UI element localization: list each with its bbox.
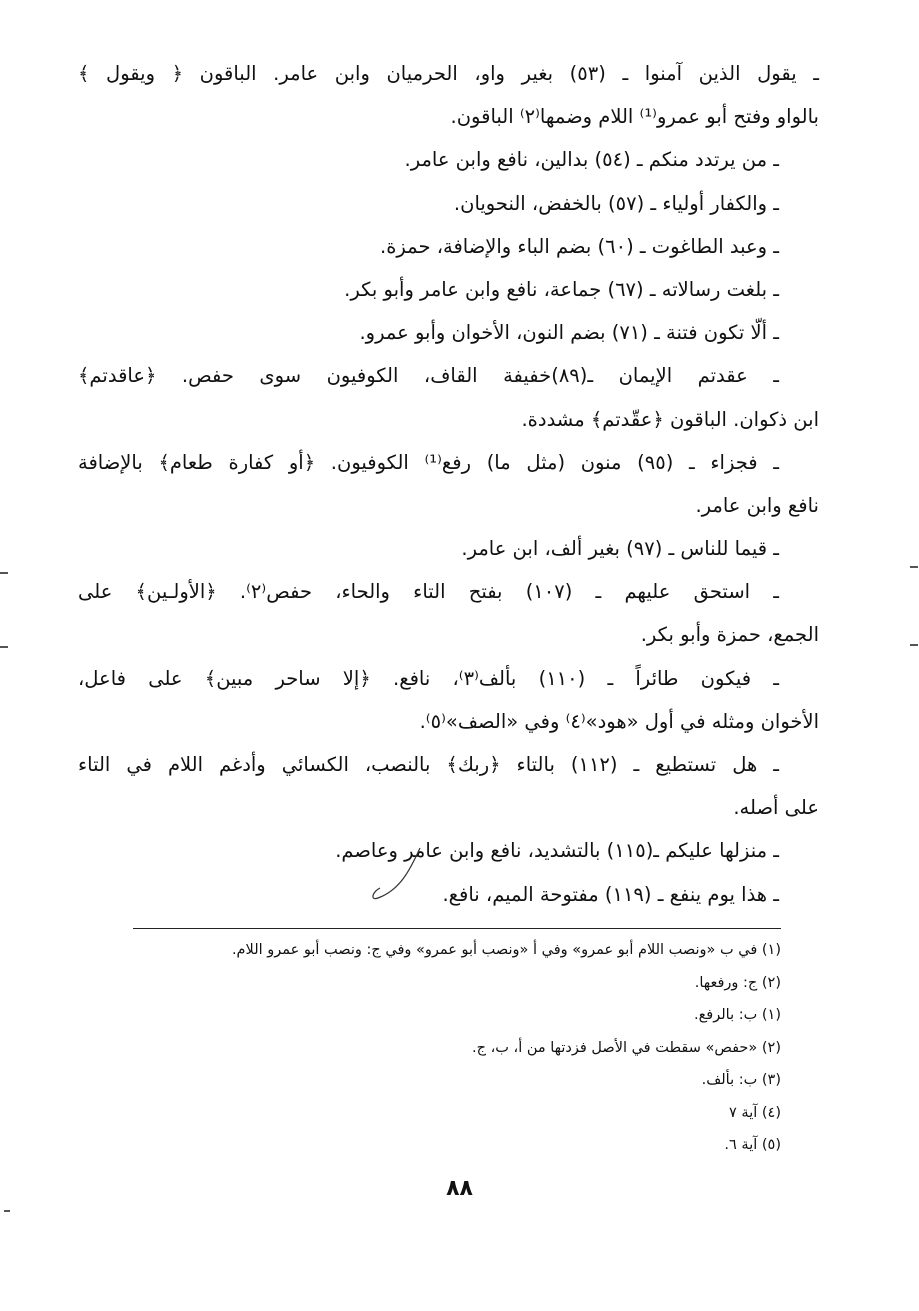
footnotes bbox=[140, 934, 781, 1162]
text-line: ـ فيكون طائراً ـ (١١٠) بألف⁽٣⁾، نافع. ﴿إلا ساحر مبين﴾ على فاعل، bbox=[78, 666, 779, 690]
scan-mark bbox=[0, 646, 8, 648]
text-line: ـ هذا يوم ينفع ـ (١١٩) مفتوحة الميم، نافع. bbox=[442, 882, 779, 906]
main-text bbox=[78, 52, 819, 916]
scan-mark bbox=[4, 1210, 10, 1212]
text-line: ـ هل تستطيع ـ (١١٢) بالتاء ﴿ربك﴾ بالنصب، الكسائي وأدغم اللام في التاء bbox=[78, 753, 779, 776]
text-line: ـ ألّا تكون فتنة ـ (٧١) بضم النون، الأخوان وأبو عمرو. bbox=[359, 321, 779, 345]
text-line: ـ من يرتدد منكم ـ (٥٤) بدالين، نافع وابن عامر. bbox=[404, 148, 779, 172]
text-line: ـ منزلها عليكم ـ(١١٥) بالتشديد، نافع وابن عامر وعاصم. bbox=[335, 839, 779, 863]
footnote: (٥) آية ٦. bbox=[724, 1137, 781, 1153]
scan-mark bbox=[910, 644, 918, 646]
text-line: ـ بلغت رسالاته ـ (٦٧) جماعة، نافع وابن عامر وأبو بكر. bbox=[344, 277, 779, 301]
text-line: ـ عقدتم الإيمان ـ(٨٩)خفيفة القاف، الكوفيون سوى حفص. ﴿عاقدتم﴾ bbox=[78, 364, 779, 388]
page-number: ٨٨ bbox=[446, 1176, 473, 1201]
text-line: نافع وابن عامر. bbox=[695, 493, 819, 517]
footnote: (٣) ب: بألف. bbox=[701, 1072, 781, 1088]
text-line: ـ وعبد الطاغوت ـ (٦٠) بضم الباء والإضافة، حمزة. bbox=[380, 234, 779, 258]
text-line: ـ استحق عليهم ـ (١٠٧) بفتح التاء والحاء، حفص⁽٢⁾. ﴿الأولـين﴾ على bbox=[78, 580, 779, 604]
footnote: (١) ب: بالرفع. bbox=[693, 1007, 781, 1023]
scan-mark bbox=[910, 566, 918, 568]
text-line: ـ والكفار أولياء ـ (٥٧) بالخفض، النحويان. bbox=[453, 191, 779, 215]
text-line: ـ قيما للناس ـ (٩٧) بغير ألف، ابن عامر. bbox=[461, 537, 779, 561]
footnote: (١) في ب «ونصب اللام أبو عمرو» وفي أ «ونصب أبو عمرو» وفي ج: ونصب أبو عمرو اللام. bbox=[231, 942, 781, 958]
pen-mark-doodle bbox=[360, 840, 430, 910]
text-line: ابن ذكوان. الباقون ﴿عقّدتم﴾ مشددة. bbox=[521, 407, 819, 431]
footnote: (٤) آية ٧ bbox=[729, 1104, 781, 1121]
text-line: الأخوان ومثله في أول «هود»⁽٤⁾ وفي «الصف»⁽٥⁾. bbox=[419, 709, 819, 733]
text-line: ـ يقول الذين آمنوا ـ (٥٣) بغير واو، الحرميان وابن عامر. الباقون ﴿ ويقول ﴾ bbox=[78, 62, 819, 85]
footnote-separator bbox=[133, 928, 781, 929]
text-line: الجمع، حمزة وأبو بكر. bbox=[640, 623, 819, 647]
text-line: ـ فجزاء ـ (٩٥) منون (مثل ما) رفع⁽¹⁾ الكوفيون. ﴿أو كفارة طعام﴾ بالإضافة bbox=[78, 450, 780, 474]
scan-mark bbox=[0, 572, 8, 574]
text-line: بالواو وفتح أبو عمرو⁽¹⁾ اللام وضمها⁽٢⁾ الباقون. bbox=[450, 105, 819, 129]
text-line: على أصله. bbox=[733, 796, 819, 820]
footnote: (٢) ج: ورفعها. bbox=[694, 974, 781, 991]
footnote: (٢) «حفص» سقطت في الأصل فزدتها من أ، ب، ج. bbox=[472, 1039, 781, 1056]
